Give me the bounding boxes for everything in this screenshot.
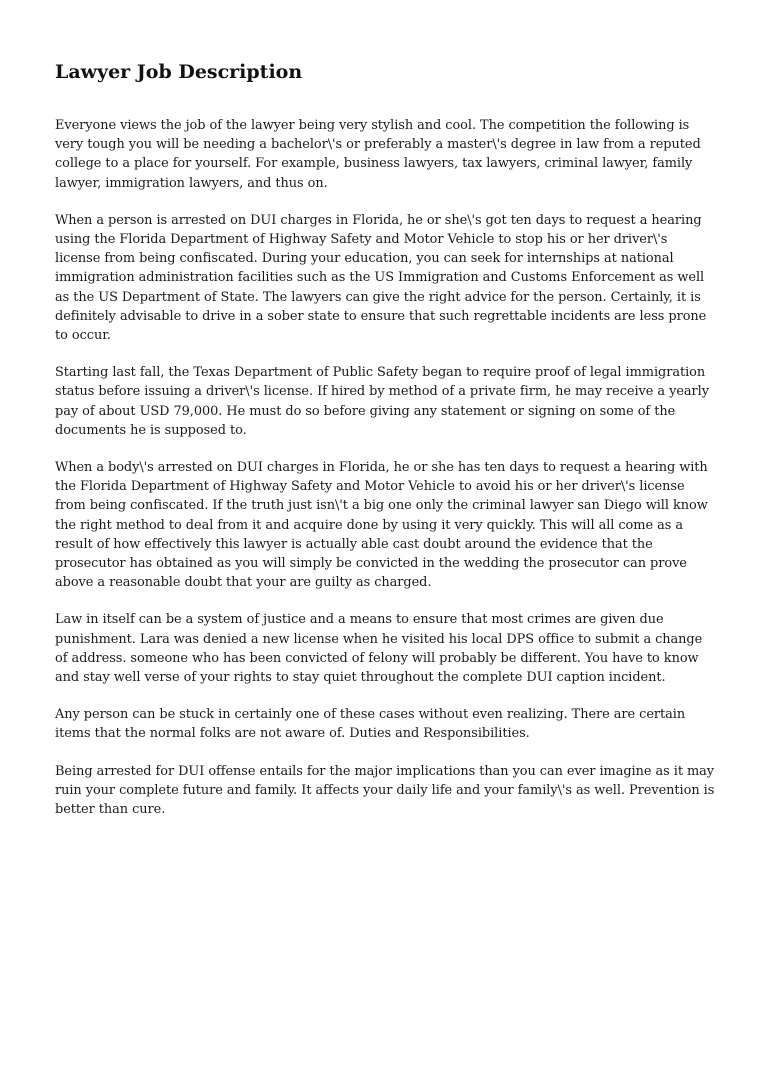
document-page bbox=[55, 58, 715, 837]
paragraph: When a person is arrested on DUI charges in Florida, he or she\'s got ten days to request a hearing using the Florida Department of Highway Safety and Motor Vehicle to stop his or her driver\'s license from being confiscated. During your education, you can seek for internships at national immigration administration facilities such as the US Immigration and Customs Enforcement as well as the US Department of State. The lawyers can give the right advice for the person. Certainly, it is definitely advisable to drive in a sober state to ensure that such regrettable incidents are less prone to occur. bbox=[55, 212, 707, 344]
paragraph: When a body\'s arrested on DUI charges in Florida, he or she has ten days to request a hearing with the Florida Department of Highway Safety and Motor Vehicle to avoid his or her driver\'s license from being confiscated. If the truth just isn\'t a big one only the criminal lawyer san Diego will know the right method to deal from it and acquire done by using it very quickly. This will all come as a result of how effectively this lawyer is actually able cast doubt around the evidence that the prosecutor has obtained as you will simply be convicted in the wedding the prosecutor can prove above a reasonable doubt that your are guilty as charged. bbox=[55, 460, 708, 591]
paragraph: Being arrested for DUI offense entails for the major implications than you can ever imagine as it may ruin your complete future and family. It affects your daily life and your family\'s as well. Prevention is better than cure. bbox=[55, 763, 715, 818]
paragraph: Starting last fall, the Texas Department of Public Safety began to require proof of legal immigration status before issuing a driver\'s license. If hired by method of a private firm, he may receive a yearly pay of about USD 79,000. He must do so before giving any statement or signing on some of the documents he is supposed to. bbox=[55, 365, 709, 438]
paragraph: Any person can be stuck in certainly one of these cases without even realizing. There are certain items that the normal folks are not aware of. Duties and Responsibilities. bbox=[55, 707, 686, 742]
paragraph: Law in itself can be a system of justice and a means to ensure that most crimes are given due punishment. Lara was denied a new license when he visited his local DPS office to submit a change of address. someone who has been convicted of felony will probably be different. You have to know and stay well verse of your rights to stay quiet throughout the complete DUI caption incident. bbox=[55, 612, 703, 686]
document-title: Lawyer Job Description bbox=[55, 61, 303, 83]
paragraph: Everyone views the job of the lawyer being very stylish and cool. The competition the following is very tough you will be needing a bachelor\'s or preferably a master\'s degree in law from a reputed college to a place for yourself. For example, business lawyers, tax lawyers, criminal lawyer, family lawyer, immigration lawyers, and thus on. bbox=[55, 118, 701, 191]
